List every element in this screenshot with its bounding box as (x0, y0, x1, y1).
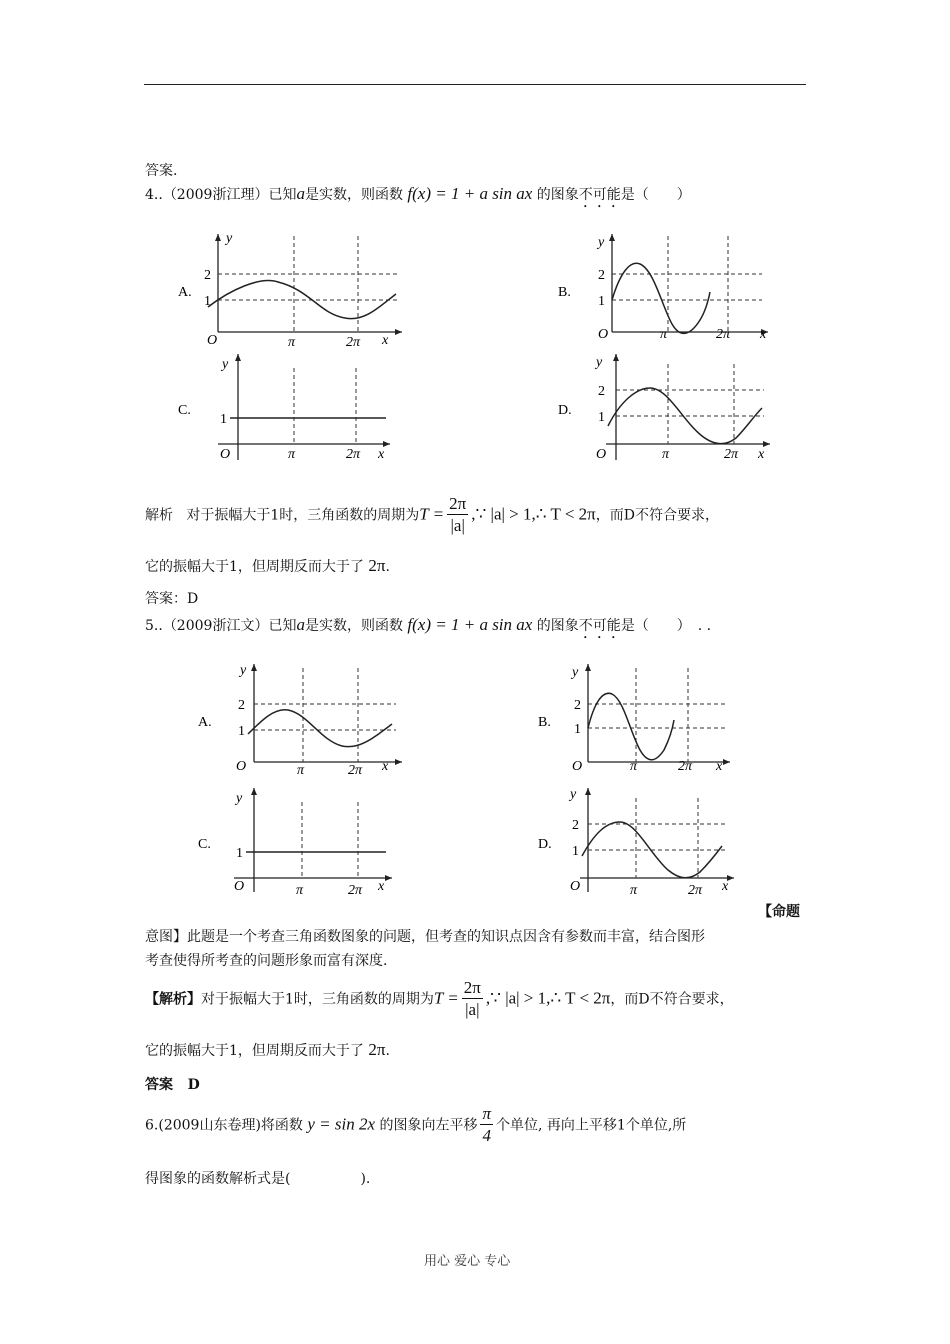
header-rule (144, 84, 806, 85)
svg-text:y: y (226, 231, 233, 246)
svg-text:B.: B. (538, 715, 551, 730)
svg-text:2: 2 (574, 698, 581, 713)
question-5: 5..（2009浙江文）已知a是实数，则函数 f(x) = 1 + a sin ax 的图象不可能是（ ） . . (145, 615, 712, 634)
svg-text:D.: D. (538, 837, 552, 852)
svg-text:2π: 2π (688, 883, 703, 898)
svg-text:π: π (630, 883, 638, 898)
svg-text:A.: A. (178, 285, 192, 300)
svg-text:π: π (297, 763, 305, 778)
svg-text:2π: 2π (346, 447, 361, 462)
question-6: 6.(2009山东卷理)将函数 y = sin 2x 的图象向左平移 $\frac{\pi}{4}$ 个单位, 再向上平移1个单位,所 (145, 1104, 687, 1145)
svg-text:x: x (722, 879, 729, 894)
q5-analysis-line2: 它的振幅大于1，但周期反而大于了 2π. (145, 1040, 390, 1059)
q5-graph-d (530, 784, 750, 902)
svg-text:1: 1 (598, 410, 605, 425)
svg-text:x: x (758, 447, 765, 462)
svg-text:y: y (236, 791, 243, 806)
svg-text:2π: 2π (346, 335, 361, 346)
svg-text:x: x (382, 759, 389, 774)
svg-text:1: 1 (220, 412, 227, 427)
svg-text:y: y (240, 663, 247, 678)
svg-text:π: π (662, 447, 670, 462)
q4-graph-b (550, 228, 790, 346)
q5-graph-a (190, 660, 410, 778)
svg-text:y: y (222, 357, 229, 372)
previous-answer: 答案. (145, 163, 178, 179)
svg-text:π: π (630, 759, 638, 774)
q4-graph-c (170, 350, 410, 468)
svg-text:A.: A. (198, 715, 212, 730)
svg-text:2: 2 (598, 384, 605, 399)
function-expression: f(x) = 1 + a sin ax (407, 184, 533, 203)
svg-text:O: O (572, 759, 583, 774)
q4-analysis: 解析 对于振幅大于1时，三角函数的周期为T = $\frac{2\pi}{|a|}$ ,∵ |a| > 1,∴ T < 2π，而D不符合要求， (145, 494, 719, 535)
svg-text:C.: C. (178, 403, 191, 418)
svg-text:y: y (598, 235, 605, 250)
svg-text:O: O (570, 879, 581, 894)
svg-text:2: 2 (572, 818, 579, 833)
svg-text:1: 1 (204, 294, 211, 309)
svg-text:2: 2 (238, 698, 245, 713)
svg-text:2π: 2π (348, 763, 363, 778)
question-4: 4..（2009浙江理）已知a是实数，则函数 f(x) = 1 + a sin ax 的图象不可能是（ ） (145, 184, 691, 203)
svg-text:O: O (234, 879, 245, 894)
svg-text:y: y (570, 787, 577, 802)
q5-intent-line2: 考查使得所考查的问题形象而富有深度. (145, 953, 388, 969)
q5-answer: 答案 D (145, 1077, 200, 1093)
q4-answer: 答案：D (145, 591, 199, 607)
svg-text:O: O (596, 447, 607, 462)
svg-text:1: 1 (238, 724, 245, 739)
q4-graph-a (170, 228, 410, 346)
page-footer: 用心 爱心 专心 (424, 1254, 511, 1269)
svg-text:O: O (598, 327, 609, 342)
svg-text:B.: B. (558, 285, 571, 300)
svg-text:D.: D. (558, 403, 572, 418)
svg-text:O: O (207, 333, 218, 346)
svg-text:1: 1 (574, 722, 581, 737)
q5-analysis: 【解析】对于振幅大于1时，三角函数的周期为T = $\frac{2\pi}{|a|}$ ,∵ |a| > 1,∴ T < 2π，而D不符合要求， (145, 978, 734, 1019)
q5-graph-b (530, 660, 750, 778)
svg-text:1: 1 (572, 844, 579, 859)
svg-text:y: y (596, 355, 603, 370)
svg-text:2π: 2π (724, 447, 739, 462)
svg-text:x: x (760, 327, 767, 342)
svg-text:y: y (572, 665, 579, 680)
q5-intent-line1: 意图】此题是一个考查三角函数图象的问题，但考查的知识点因含有参数而丰富，结合图形 (145, 929, 705, 945)
q4-analysis-line2: 它的振幅大于1，但周期反而大于了 2π. (145, 556, 390, 575)
svg-text:O: O (236, 759, 247, 774)
svg-text:π: π (288, 335, 296, 346)
svg-text:x: x (382, 333, 389, 346)
q4-graph-d (550, 350, 790, 468)
svg-text:C.: C. (198, 837, 211, 852)
question-6-line2: 得图象的函数解析式是( ). (145, 1171, 371, 1187)
svg-text:2π: 2π (678, 759, 693, 774)
svg-text:x: x (378, 447, 385, 462)
svg-text:1: 1 (598, 294, 605, 309)
svg-text:2: 2 (204, 268, 211, 283)
svg-text:π: π (288, 447, 296, 462)
function-expression: f(x) = 1 + a sin ax (407, 615, 533, 634)
q5-graph-c (190, 784, 410, 902)
svg-text:π: π (660, 327, 668, 342)
svg-text:2π: 2π (716, 327, 731, 342)
svg-text:x: x (378, 879, 385, 894)
svg-text:π: π (296, 883, 304, 898)
svg-text:1: 1 (236, 846, 243, 861)
svg-text:O: O (220, 447, 231, 462)
svg-text:2π: 2π (348, 883, 363, 898)
svg-text:2: 2 (598, 268, 605, 283)
svg-text:x: x (716, 759, 723, 774)
q5-intent-head: 【命题 (758, 904, 800, 920)
